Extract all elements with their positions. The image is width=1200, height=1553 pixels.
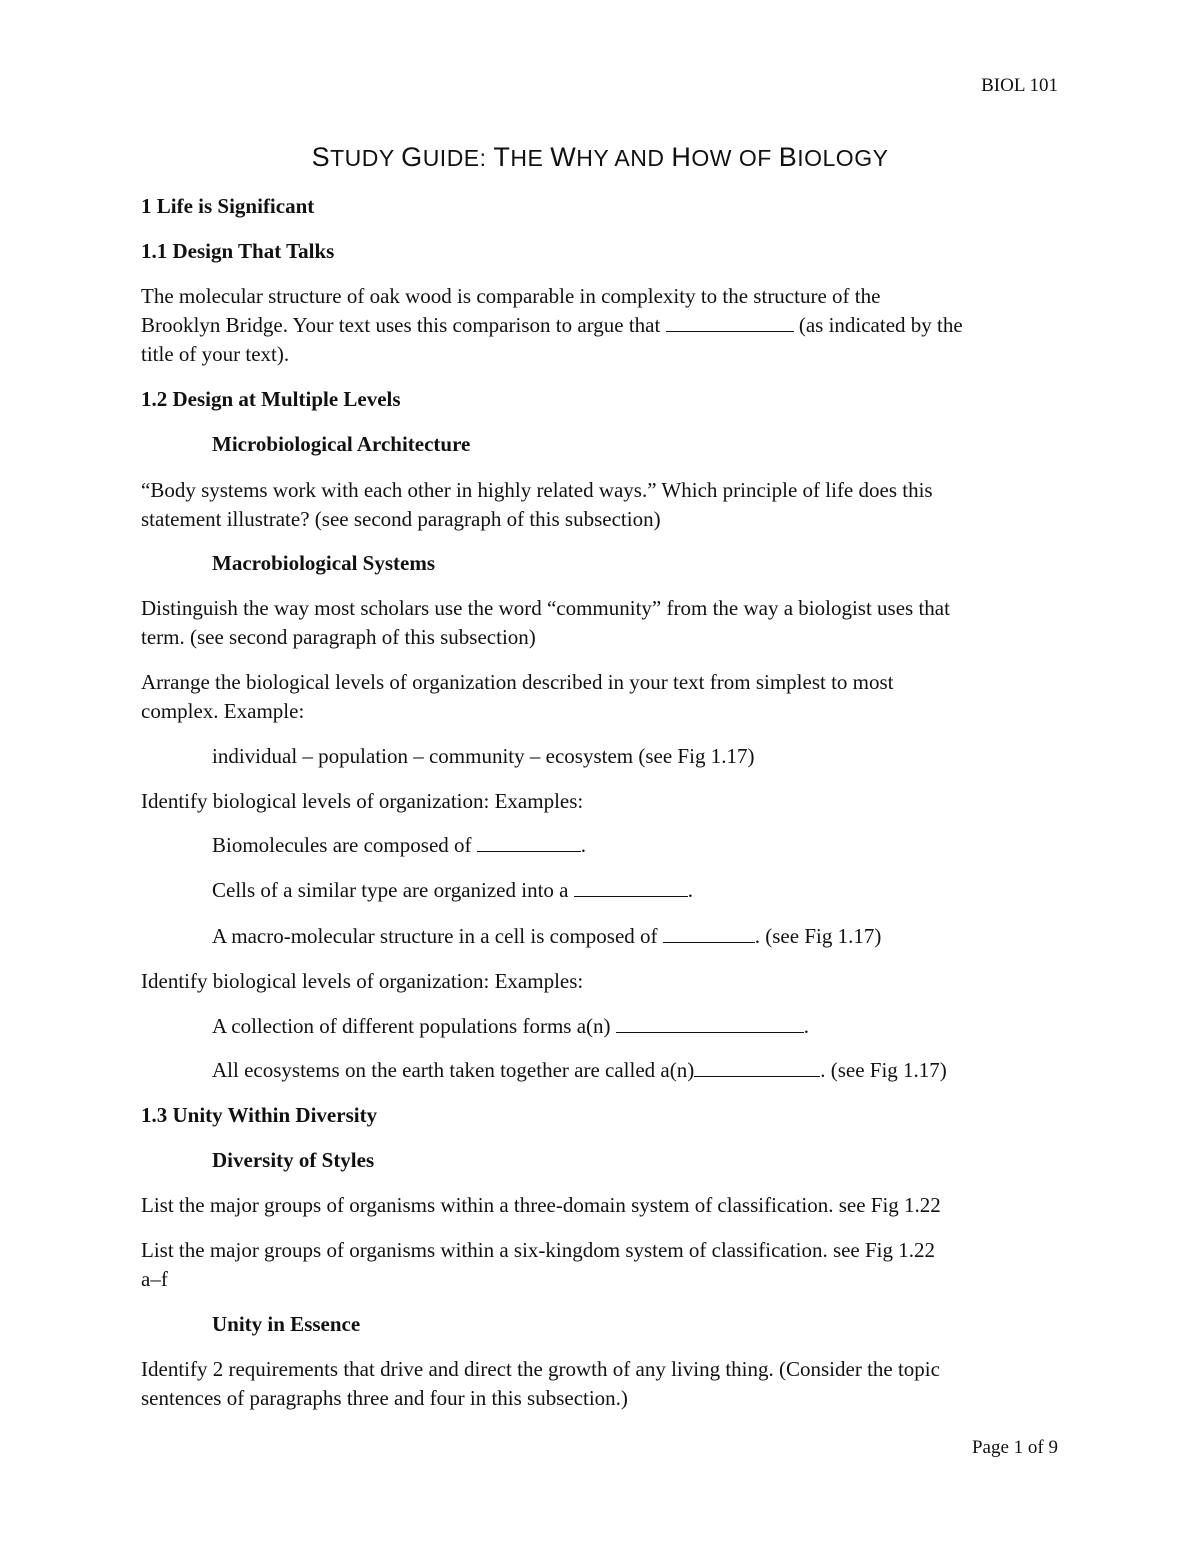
- answer-blank: [477, 831, 581, 852]
- unity-text-line-2: sentences of paragraphs three and four in this subsection.): [141, 1386, 628, 1410]
- all-ecosystems-question: [212, 1056, 1062, 1085]
- macro-text-line-1: Distinguish the way most scholars use the word “community” from the way a biologist uses that: [141, 596, 950, 620]
- arrange-line-1: Arrange the biological levels of organization described in your text from simplest to most: [141, 670, 894, 694]
- answer-blank: [574, 876, 688, 897]
- answer-blank: [666, 311, 794, 332]
- cells-question: [212, 876, 1062, 905]
- answer-blank: [694, 1056, 820, 1077]
- cells-text: Cells of a similar type are organized into a: [212, 878, 569, 902]
- design-talks-line-1: The molecular structure of oak wood is comparable in complexity to the structure of the: [141, 284, 881, 308]
- design-talks-text-c: (as indicated by the: [798, 313, 963, 337]
- collection-text: A collection of different populations forms a(n): [212, 1014, 611, 1038]
- section-1-heading: 1 Life is Significant: [141, 194, 315, 218]
- macromol-end: . (see Fig 1.17): [754, 924, 882, 948]
- all-ecosystems-text: All ecosystems on the earth taken together are called a(n): [212, 1058, 695, 1082]
- identify-levels-1: Identify biological levels of organization: Examples:: [141, 789, 584, 813]
- diversity-heading: Diversity of Styles: [212, 1148, 375, 1172]
- section-1-1-heading: 1.1 Design That Talks: [141, 239, 335, 263]
- macromol-text: A macro-molecular structure in a cell is composed of: [212, 924, 658, 948]
- macro-heading: Macrobiological Systems: [212, 551, 436, 575]
- arrange-example: individual – population – community – ecosystem (see Fig 1.17): [212, 744, 755, 768]
- biomolecules-end: .: [580, 833, 587, 857]
- collection-question: [212, 1012, 1062, 1041]
- identify-levels-2: Identify biological levels of organization: Examples:: [141, 969, 584, 993]
- micro-text-line-2: statement illustrate? (see second paragraph of this subsection): [141, 507, 661, 531]
- cells-end: .: [687, 878, 693, 902]
- course-code: BIOL 101: [981, 75, 1058, 96]
- answer-blank: [616, 1012, 804, 1033]
- section-1-3-heading: 1.3 Unity Within Diversity: [141, 1103, 378, 1127]
- page-number: Page 1 of 9: [971, 1437, 1058, 1458]
- collection-end: .: [803, 1014, 810, 1038]
- answer-blank: [663, 922, 755, 943]
- biomolecules-question: [212, 831, 1062, 860]
- all-ecosystems-end: . (see Fig 1.17): [820, 1058, 947, 1082]
- macromolecular-question: [212, 922, 1062, 951]
- unity-heading: Unity in Essence: [212, 1312, 361, 1336]
- macro-text-line-2: term. (see second paragraph of this subsection): [141, 625, 536, 649]
- micro-text-line-1: “Body systems work with each other in highly related ways.” Which principle of life does this: [141, 478, 933, 502]
- page-title: [0, 143, 1200, 173]
- biomolecules-text: Biomolecules are composed of: [212, 833, 472, 857]
- six-kingdom-line-1: List the major groups of organisms within a six-kingdom system of classification. see Fig 1.22: [141, 1238, 936, 1262]
- three-domain-question: List the major groups of organisms within a three-domain system of classification. see Fig 1.22: [141, 1193, 941, 1217]
- section-1-2-heading: 1.2 Design at Multiple Levels: [141, 387, 401, 411]
- arrange-line-2: complex. Example:: [141, 699, 305, 723]
- six-kingdom-line-2: a–f: [141, 1267, 168, 1291]
- design-talks-line-3: title of your text).: [141, 342, 290, 366]
- design-talks-line-2: [141, 311, 1061, 340]
- micro-heading: Microbiological Architecture: [212, 432, 471, 456]
- title-text: STUDY GUIDE: THE WHY AND HOW OF BIOLOGY: [311, 142, 889, 172]
- unity-text-line-1: Identify 2 requirements that drive and direct the growth of any living thing. (Consider the topic: [141, 1357, 940, 1381]
- design-talks-text-b: Brooklyn Bridge. Your text uses this comparison to argue that: [141, 313, 661, 337]
